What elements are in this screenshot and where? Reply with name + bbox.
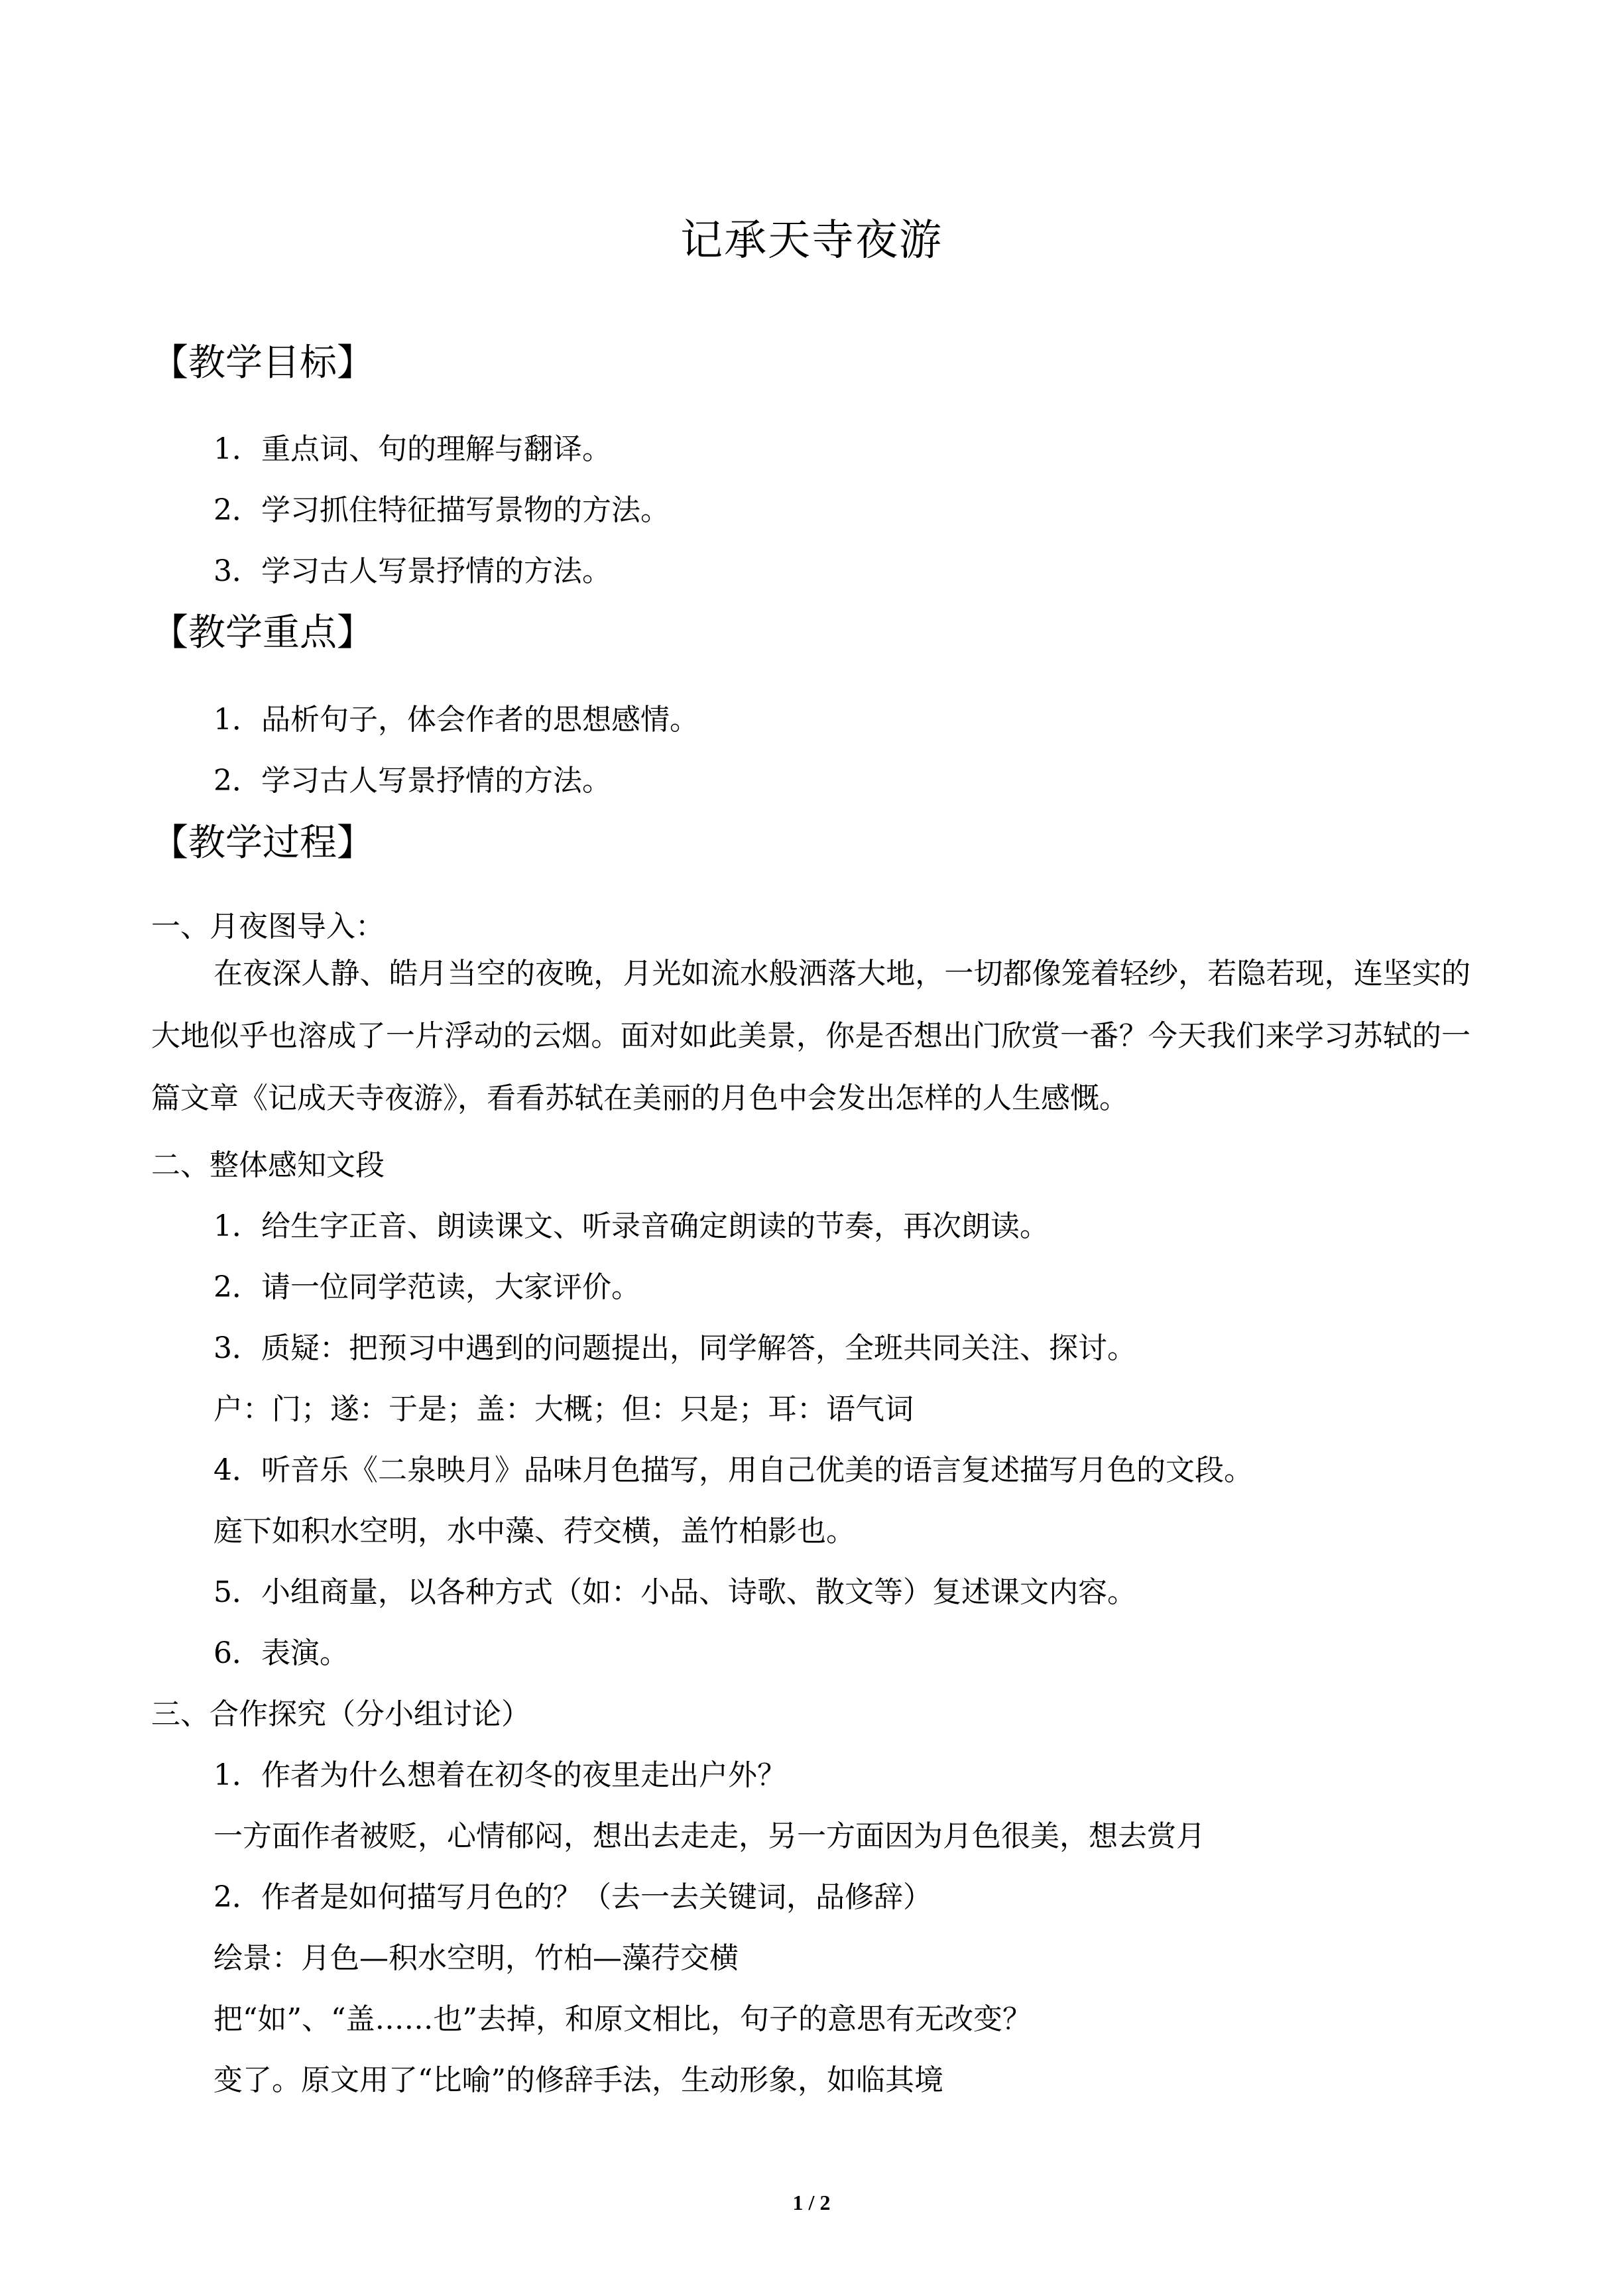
- process-line: 把“如”、“盖……也”去掉，和原文相比，句子的意思有无改变？: [213, 2002, 1032, 2036]
- intro-paragraph: 在夜深人静、皓月当空的夜晚，月光如流水般洒落大地，一切都像笼着轻纱，若隐若现，连坚实的大地似乎也溶成了一片浮动的云烟。面对如此美景，你是否想出门欣赏一番？今天我们来学习苏轼的一篇文章《记成天寺夜游》，看看苏轼在美丽的月色中会发出怎样的人生感慨。: [151, 957, 1471, 1115]
- process-line: 庭下如积水空明，水中藻、荇交横，盖竹柏影也。: [213, 1514, 855, 1548]
- objective-item: 1．重点词、句的理解与翻译。: [213, 432, 611, 466]
- page-number: 1 / 2: [792, 2191, 831, 2214]
- part-title: 一、月夜图导入：: [151, 910, 385, 943]
- process-line: 变了。原文用了“比喻”的修辞手法，生动形象，如临其境: [213, 2063, 943, 2097]
- process-line: 4．听音乐《二泉映月》品味月色描写，用自己优美的语言复述描写月色的文段。: [213, 1453, 1253, 1487]
- page-title: 记承天寺夜游: [680, 216, 943, 265]
- process-line: 一方面作者被贬，心情郁闷，想出去走走，另一方面因为月色很美，想去赏月: [213, 1819, 1205, 1853]
- section-heading-objectives: 【教学目标】: [151, 341, 374, 385]
- section-heading-key-points: 【教学重点】: [151, 611, 374, 654]
- key-point-item: 1．品析句子，体会作者的思想感情。: [213, 703, 699, 737]
- process-line: 5．小组商量，以各种方式（如：小品、诗歌、散文等）复述课文内容。: [213, 1575, 1136, 1609]
- process-line: 2．作者是如何描写月色的？（去一去关键词，品修辞）: [213, 1880, 932, 1914]
- process-line: 绘景：月色—积水空明，竹柏—藻荇交横: [213, 1941, 739, 1975]
- process-line: 1．给生字正音、朗读课文、听录音确定朗读的节奏，再次朗读。: [213, 1209, 1049, 1243]
- key-point-item: 2．学习古人写景抒情的方法。: [213, 764, 611, 798]
- process-line: 6．表演。: [213, 1636, 349, 1670]
- process-line: 户：门；遂：于是；盖：大概；但：只是；耳：语气词: [213, 1392, 914, 1426]
- process-line: 3．质疑：把预习中遇到的问题提出，同学解答，全班共同关注、探讨。: [213, 1331, 1136, 1365]
- section-heading-process: 【教学过程】: [151, 821, 374, 865]
- process-line: 2．请一位同学范读，大家评价。: [213, 1270, 640, 1304]
- objective-item: 3．学习古人写景抒情的方法。: [213, 554, 611, 588]
- process-line: 1．作者为什么想着在初冬的夜里走出户外？: [213, 1758, 786, 1792]
- part-title: 二、整体感知文段: [151, 1148, 385, 1182]
- part-title: 三、合作探究（分小组讨论）: [151, 1697, 530, 1731]
- objective-item: 2．学习抓住特征描写景物的方法。: [213, 493, 670, 527]
